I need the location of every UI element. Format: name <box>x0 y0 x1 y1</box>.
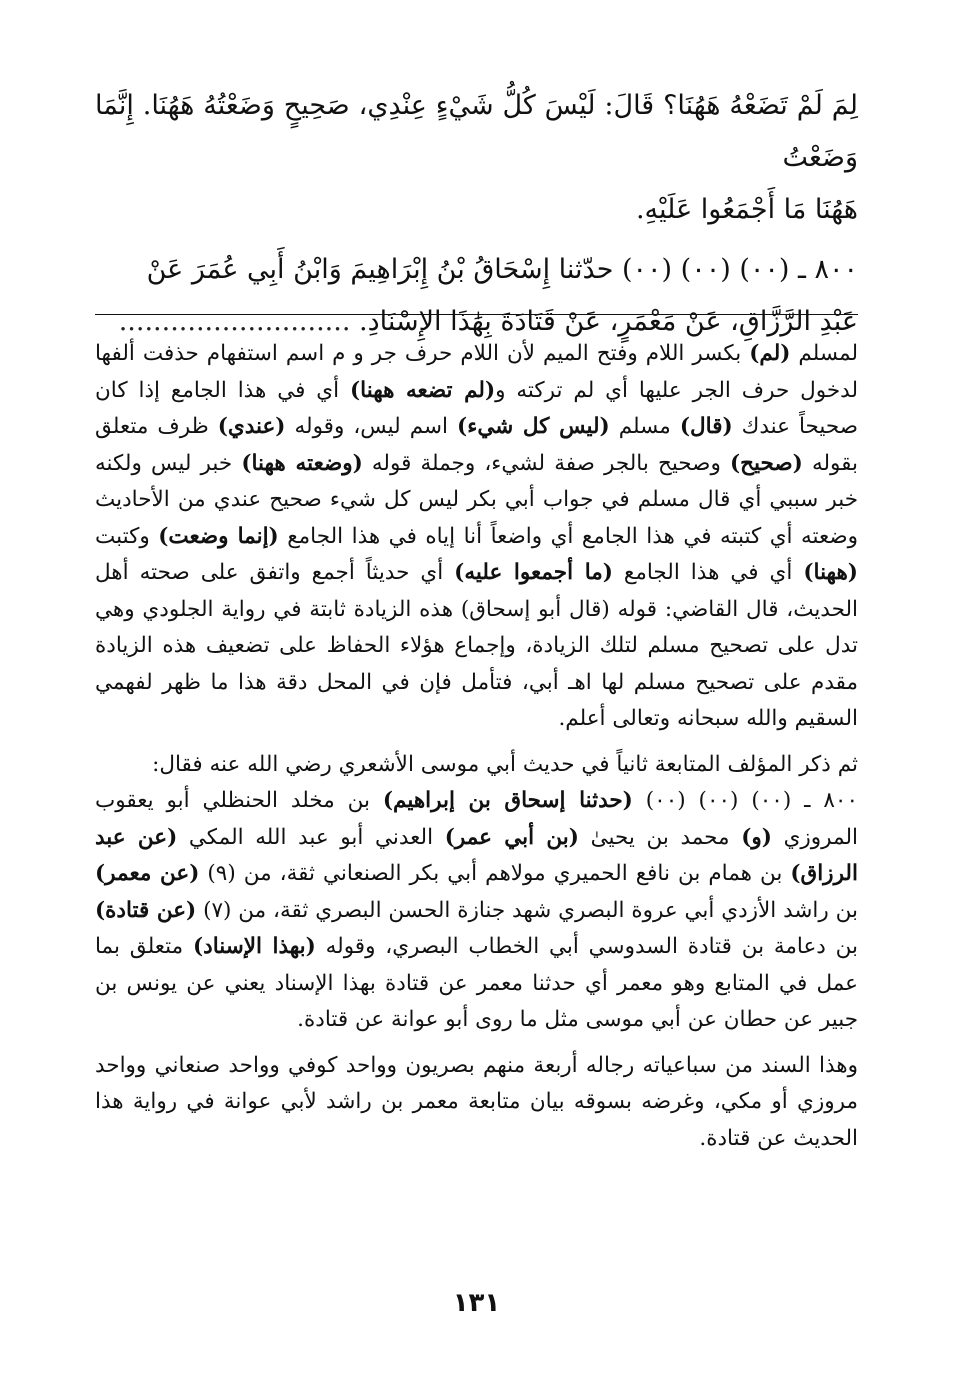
commentary-text <box>95 336 858 1157</box>
text-run: أي في هذا الجامع <box>612 560 804 585</box>
commentary-paragraph: ثم ذكر المؤلف المتابعة ثانياً في حديث أبي موسى الأشعري رضي الله عنه فقال: <box>152 751 858 777</box>
text-run: بن همام بن نافع الحميري مولاهم أبي بكر الصنعاني ثقة، من (٩) <box>199 861 791 886</box>
bold-quote: (لم تضعه ههنا) <box>350 377 496 403</box>
text-run: متعلق بما عمل في المتابع وهو معمر أي حدثنا معمر عن قتادة بهذا الإسناد يعني عن يونس بن جبير عن حطان عن أبي موسى مثل ما روى أبو عوانة عن قتادة. <box>95 934 858 1032</box>
bold-quote: (عن عبد الرزاق) <box>95 824 858 886</box>
text-run: ٨٠٠ ـ (٠٠) (٠٠) (٠٠) <box>632 788 858 813</box>
text-run: أي حديثاً أجمع واتفق على صحته أهل الحديث، قال القاضي: قوله (قال أبو إسحاق) هذه الزيادة ثابتة في رواية الجلودي وهي تدل على تصحيح مسلم لتلك الزيادة، وإجماع هؤلاء الحفاظ على تضعيف هذه الزيادة مقدم على تصحيح مسلم لها اهـ أبي، فتأمل فإن في المحل دقة هذا ما ظهر لفهمي السقيم والله سبحانه وتعالى أعلم. <box>95 560 858 731</box>
text-run: أي في هذا الجامع إذا كان صحيحاً عندك <box>95 377 859 439</box>
hadith-line-text: عَبْدِ الرَّزَّاقِ، عَنْ مَعْمَرٍ، عَنْ قَتَادَةَ بِهَٰذَا الإِسْنَادِ. <box>359 306 858 337</box>
bold-quote: (ههنا) <box>803 560 858 585</box>
commentary-paragraph <box>95 783 858 1039</box>
hadith-line: لِمَ لَمْ تَضَعْهُ هَهُنَا؟ قَالَ: لَيْسَ كُلُّ شَيْءٍ عِنْدِي، صَحِيحٍ وَضَعْتُهُ هَهُنَا. إِنَّمَا وَضَعْتُ <box>95 90 858 173</box>
text-run: اسم ليس، وقوله <box>285 414 458 439</box>
page-number: ١٣١ <box>452 1288 501 1318</box>
bold-quote: (قال) <box>679 414 733 439</box>
text-run: بكسر اللام وفتح الميم لأن اللام حرف جر و م اسم استفهام حذفت ألفها لدخول حرف الجر عليها أي لم تركته و <box>95 341 858 403</box>
bold-quote: (عندي) <box>217 414 286 439</box>
bold-quote: (عن قتادة) <box>95 897 197 923</box>
text-run: خبر ليس ولكنه خبر سببي أي قال مسلم في جواب أبي بكر ليس كل شيء صحيح عندي من الأحاديث وضعته أي كتبته في هذا الجامع أي واضعاً أنا إياه في هذا الجامع <box>95 450 859 549</box>
bold-quote: (عن معمر) <box>95 861 200 886</box>
commentary-paragraph <box>95 336 858 738</box>
hadith-line: هَهُنَا مَا أَجْمَعُوا عَلَيْهِ. <box>635 194 858 225</box>
text-run: مسلم <box>609 414 680 439</box>
text-run: بن راشد الأزدي أبي عروة البصري شهد جنازة الحسن البصري ثقة، من (٧) <box>196 897 858 923</box>
text-run: العدني أبو عبد الله المكي <box>177 824 445 850</box>
bold-quote: (وضعته ههنا) <box>241 450 363 476</box>
text-run: وكتبت <box>95 523 159 549</box>
bold-quote: (حدثنا إسحاق بن إبراهيم) <box>382 788 633 813</box>
bold-quote: (و) <box>741 824 772 850</box>
hadith-text <box>95 80 858 348</box>
commentary-paragraph: وهذا السند من سباعياته رجاله أربعة منهم بصريون وواحد كوفي وواحد صنعاني وواحد مروزي أو مكي، وغرضه بسوقه بيان متابعة معمر بن راشد لأبي عوانة في رواية هذا الحديث عن قتادة. <box>95 1052 858 1151</box>
bold-quote: (صحيح) <box>729 450 803 476</box>
bold-quote: (لم) <box>749 341 791 366</box>
text-run: ظرف متعلق بقوله <box>95 414 858 476</box>
text-run: وصحيح بالجر صفة لشيء، وجملة قوله <box>362 450 730 476</box>
text-run: لمسلم <box>790 341 858 366</box>
omission-dots: ........................... <box>118 306 351 337</box>
hadith-line: ٨٠٠ ـ (٠٠) (٠٠) (٠٠) حدّثنا إِسْحَاقُ بْنُ إِبْرَاهِيمَ وَابْنُ أَبِي عُمَرَ عَنْ <box>146 254 858 285</box>
bold-quote: (ليس كل شيء) <box>457 414 610 439</box>
text-run: بن دعامة بن قتادة السدوسي أبي الخطاب البصري، وقوله <box>315 934 858 959</box>
bold-quote: (ما أجمعوا عليه) <box>454 560 613 585</box>
footnote-divider <box>95 314 858 315</box>
text-run: محمد بن يحيىٰ <box>578 824 742 850</box>
bold-quote: (بهذا الإسناد) <box>193 934 316 959</box>
bold-quote: (إنما وضعت) <box>158 523 279 549</box>
text-run: بن مخلد الحنظلي أبو يعقوب المروزي <box>95 788 858 850</box>
bold-quote: (بن أبي عمر) <box>444 824 579 850</box>
